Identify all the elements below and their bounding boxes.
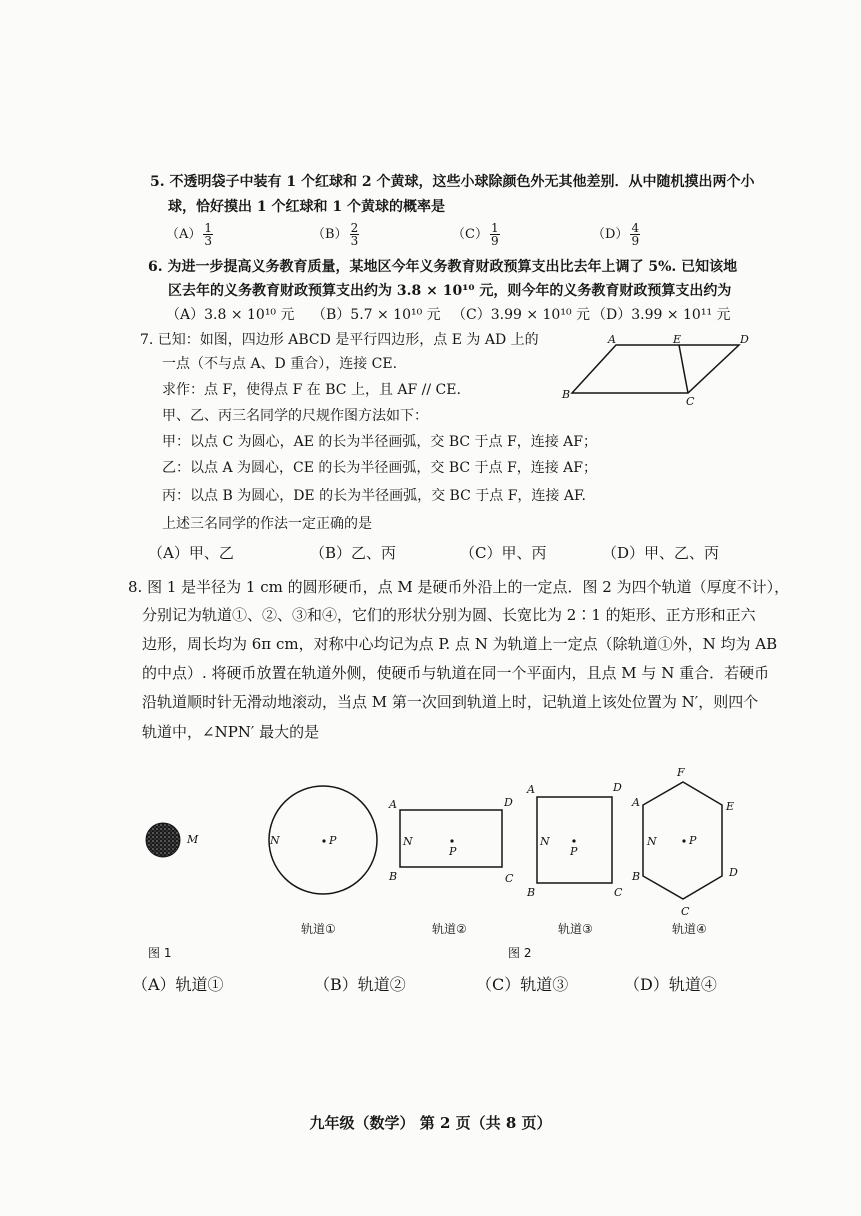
track-3-label-c: C bbox=[614, 886, 623, 899]
numerator: 1 bbox=[490, 221, 499, 235]
q6-stem-line2: 区去年的义务教育财政预算支出约为 3.8 × 10¹⁰ 元，则今年的义务教育财政预算支出约为 bbox=[168, 283, 732, 299]
q6-option-c[interactable]: （C）3.99 × 10¹⁰ 元 bbox=[452, 307, 591, 323]
q5-stem-line2: 球，恰好摸出 1 个红球和 1 个黄球的概率是 bbox=[168, 199, 445, 215]
q8-stem-line5: 沿轨道顺时针无滑动地滚动，当点 M 第一次回到轨道上时，记轨道上该处位置为 N′，则四个 bbox=[142, 693, 759, 711]
track-1-caption: 轨道① bbox=[301, 922, 336, 936]
track-1-center-dot bbox=[322, 839, 325, 842]
track-3-center-dot bbox=[572, 839, 575, 842]
q6-option-a[interactable]: （A）3.8 × 10¹⁰ 元 bbox=[166, 307, 295, 323]
q7-label-e: E bbox=[673, 333, 682, 346]
q5-option-b-label: （B） bbox=[312, 227, 348, 242]
q7-stem-line3: 求作：点 F，使得点 F 在 BC 上，且 AF // CE. bbox=[162, 382, 461, 398]
denominator: 9 bbox=[490, 234, 499, 248]
parallelogram-abcd bbox=[572, 345, 739, 393]
q8-stem-line2: 分别记为轨道①、②、③和④，它们的形状分别为圆、长宽比为 2∶1 的矩形、正方形和正六 bbox=[142, 606, 756, 624]
track-4-label-d: D bbox=[729, 866, 738, 879]
track-3-label-p: P bbox=[570, 845, 578, 858]
track-4-label-f: F bbox=[677, 766, 685, 779]
track-4-label-c: C bbox=[681, 905, 690, 918]
denominator: 9 bbox=[631, 234, 640, 248]
q8-stem-line1: 8. 图 1 是半径为 1 cm 的圆形硬币，点 M 是硬币外沿上的一定点．图 2 为四个轨道（厚度不计）， bbox=[128, 578, 790, 596]
q7-method-jia: 甲：以点 C 为圆心，AE 的长为半径画弧，交 BC 于点 F，连接 AF； bbox=[162, 434, 597, 450]
track-2-center-dot bbox=[450, 839, 453, 842]
track-3-caption: 轨道③ bbox=[558, 922, 593, 936]
q8-stem-line3: 边形，周长均为 6π cm，对称中心均记为点 P. 点 N 为轨道上一定点（除轨道①外，N 均为 AB bbox=[142, 635, 778, 653]
numerator: 1 bbox=[204, 221, 213, 235]
q5-option-d-label: （D） bbox=[592, 227, 629, 242]
page-footer: 九年级（数学） 第 2 页（共 8 页） bbox=[309, 1114, 552, 1132]
track-4-hexagon bbox=[631, 766, 738, 918]
track-2-outline bbox=[400, 810, 502, 867]
track-4-label-p: P bbox=[689, 834, 697, 847]
q7-label-c: C bbox=[686, 395, 695, 408]
track-2-label-n: N bbox=[403, 835, 413, 848]
track-2-label-p: P bbox=[449, 845, 457, 858]
track-3-square bbox=[526, 781, 623, 899]
track-1-label-n: N bbox=[270, 834, 280, 847]
track-4-label-e: E bbox=[726, 800, 735, 813]
track-1-label-p: P bbox=[329, 834, 337, 847]
q7-parallelogram-figure bbox=[572, 345, 739, 393]
numerator: 2 bbox=[350, 221, 359, 235]
q7-option-d[interactable]: （D）甲、乙、丙 bbox=[602, 544, 720, 562]
q7-label-d: D bbox=[740, 333, 749, 346]
q7-method-bing: 丙：以点 B 为圆心，DE 的长为半径画弧，交 BC 于点 F，连接 AF. bbox=[162, 488, 586, 504]
denominator: 3 bbox=[204, 234, 213, 248]
track-3-label-b: B bbox=[527, 886, 536, 899]
q7-option-a[interactable]: （A）甲、乙 bbox=[148, 544, 234, 562]
q5-option-a-label: （A） bbox=[166, 227, 202, 242]
fig2-caption: 图 2 bbox=[508, 946, 532, 960]
q6-stem-line1: 6. 为进一步提高义务教育质量，某地区今年义务教育财政预算支出比去年上调了 5%. 已知该地 bbox=[148, 259, 738, 275]
q7-option-b[interactable]: （B）乙、丙 bbox=[310, 544, 397, 562]
track-2-label-a: A bbox=[389, 798, 397, 811]
q8-option-a[interactable]: （A）轨道① bbox=[132, 975, 224, 994]
q8-stem-line4: 的中点）. 将硬币放置在轨道外侧，使硬币与轨道在同一个平面内，且点 M 与 N 重合．若硬币 bbox=[142, 664, 770, 682]
track-3-label-d: D bbox=[613, 781, 622, 794]
track-3-label-n: N bbox=[540, 835, 550, 848]
q7-stem-line2: 一点（不与点 A、D 重合），连接 CE. bbox=[162, 356, 398, 372]
q7-question: 上述三名同学的作法一定正确的是 bbox=[162, 516, 372, 532]
track-2-rectangle bbox=[388, 796, 514, 885]
q7-stem-line1: 7. 已知：如图，四边形 ABCD 是平行四边形，点 E 为 AD 上的 bbox=[140, 332, 539, 348]
q5-stem-line1: 5. 不透明袋子中装有 1 个红球和 2 个黄球，这些小球除颜色外无其他差别．从中随机摸出两个小 bbox=[150, 174, 755, 190]
numerator: 4 bbox=[631, 221, 640, 235]
q8-option-b[interactable]: （B）轨道② bbox=[314, 975, 406, 994]
track-4-center-dot bbox=[682, 839, 685, 842]
track-3-label-a: A bbox=[527, 783, 535, 796]
q7-stem-line4: 甲、乙、丙三名同学的尺规作图方法如下： bbox=[162, 408, 428, 424]
q8-option-c[interactable]: （C）轨道③ bbox=[476, 975, 569, 994]
q7-label-b: B bbox=[562, 388, 571, 401]
track-4-label-n: N bbox=[647, 835, 657, 848]
track-2-label-c: C bbox=[505, 872, 514, 885]
track-1-circle bbox=[269, 786, 377, 894]
q8-stem-line6: 轨道中，∠NPN′ 最大的是 bbox=[142, 723, 320, 741]
coin-shape bbox=[146, 823, 180, 857]
fig1-caption: 图 1 bbox=[148, 946, 172, 960]
track-4-caption: 轨道④ bbox=[672, 922, 707, 936]
q5-option-c-label: （C） bbox=[452, 227, 488, 242]
segment-ce bbox=[679, 345, 688, 393]
q7-method-yi: 乙：以点 A 为圆心，CE 的长为半径画弧，交 BC 于点 F，连接 AF； bbox=[162, 460, 597, 476]
q7-option-c[interactable]: （C）甲、丙 bbox=[460, 544, 547, 562]
denominator: 3 bbox=[350, 234, 359, 248]
track-2-label-b: B bbox=[389, 870, 398, 883]
coin-label-m: M bbox=[187, 833, 199, 846]
track-2-label-d: D bbox=[504, 796, 513, 809]
q8-option-d[interactable]: （D）轨道④ bbox=[624, 975, 717, 994]
track-4-label-a: A bbox=[632, 796, 640, 809]
q6-option-d[interactable]: （D）3.99 × 10¹¹ 元 bbox=[592, 307, 731, 323]
track-2-caption: 轨道② bbox=[432, 922, 467, 936]
q7-label-a: A bbox=[608, 333, 616, 346]
track-4-label-b: B bbox=[632, 870, 641, 883]
q6-option-b[interactable]: （B）5.7 × 10¹⁰ 元 bbox=[312, 307, 441, 323]
